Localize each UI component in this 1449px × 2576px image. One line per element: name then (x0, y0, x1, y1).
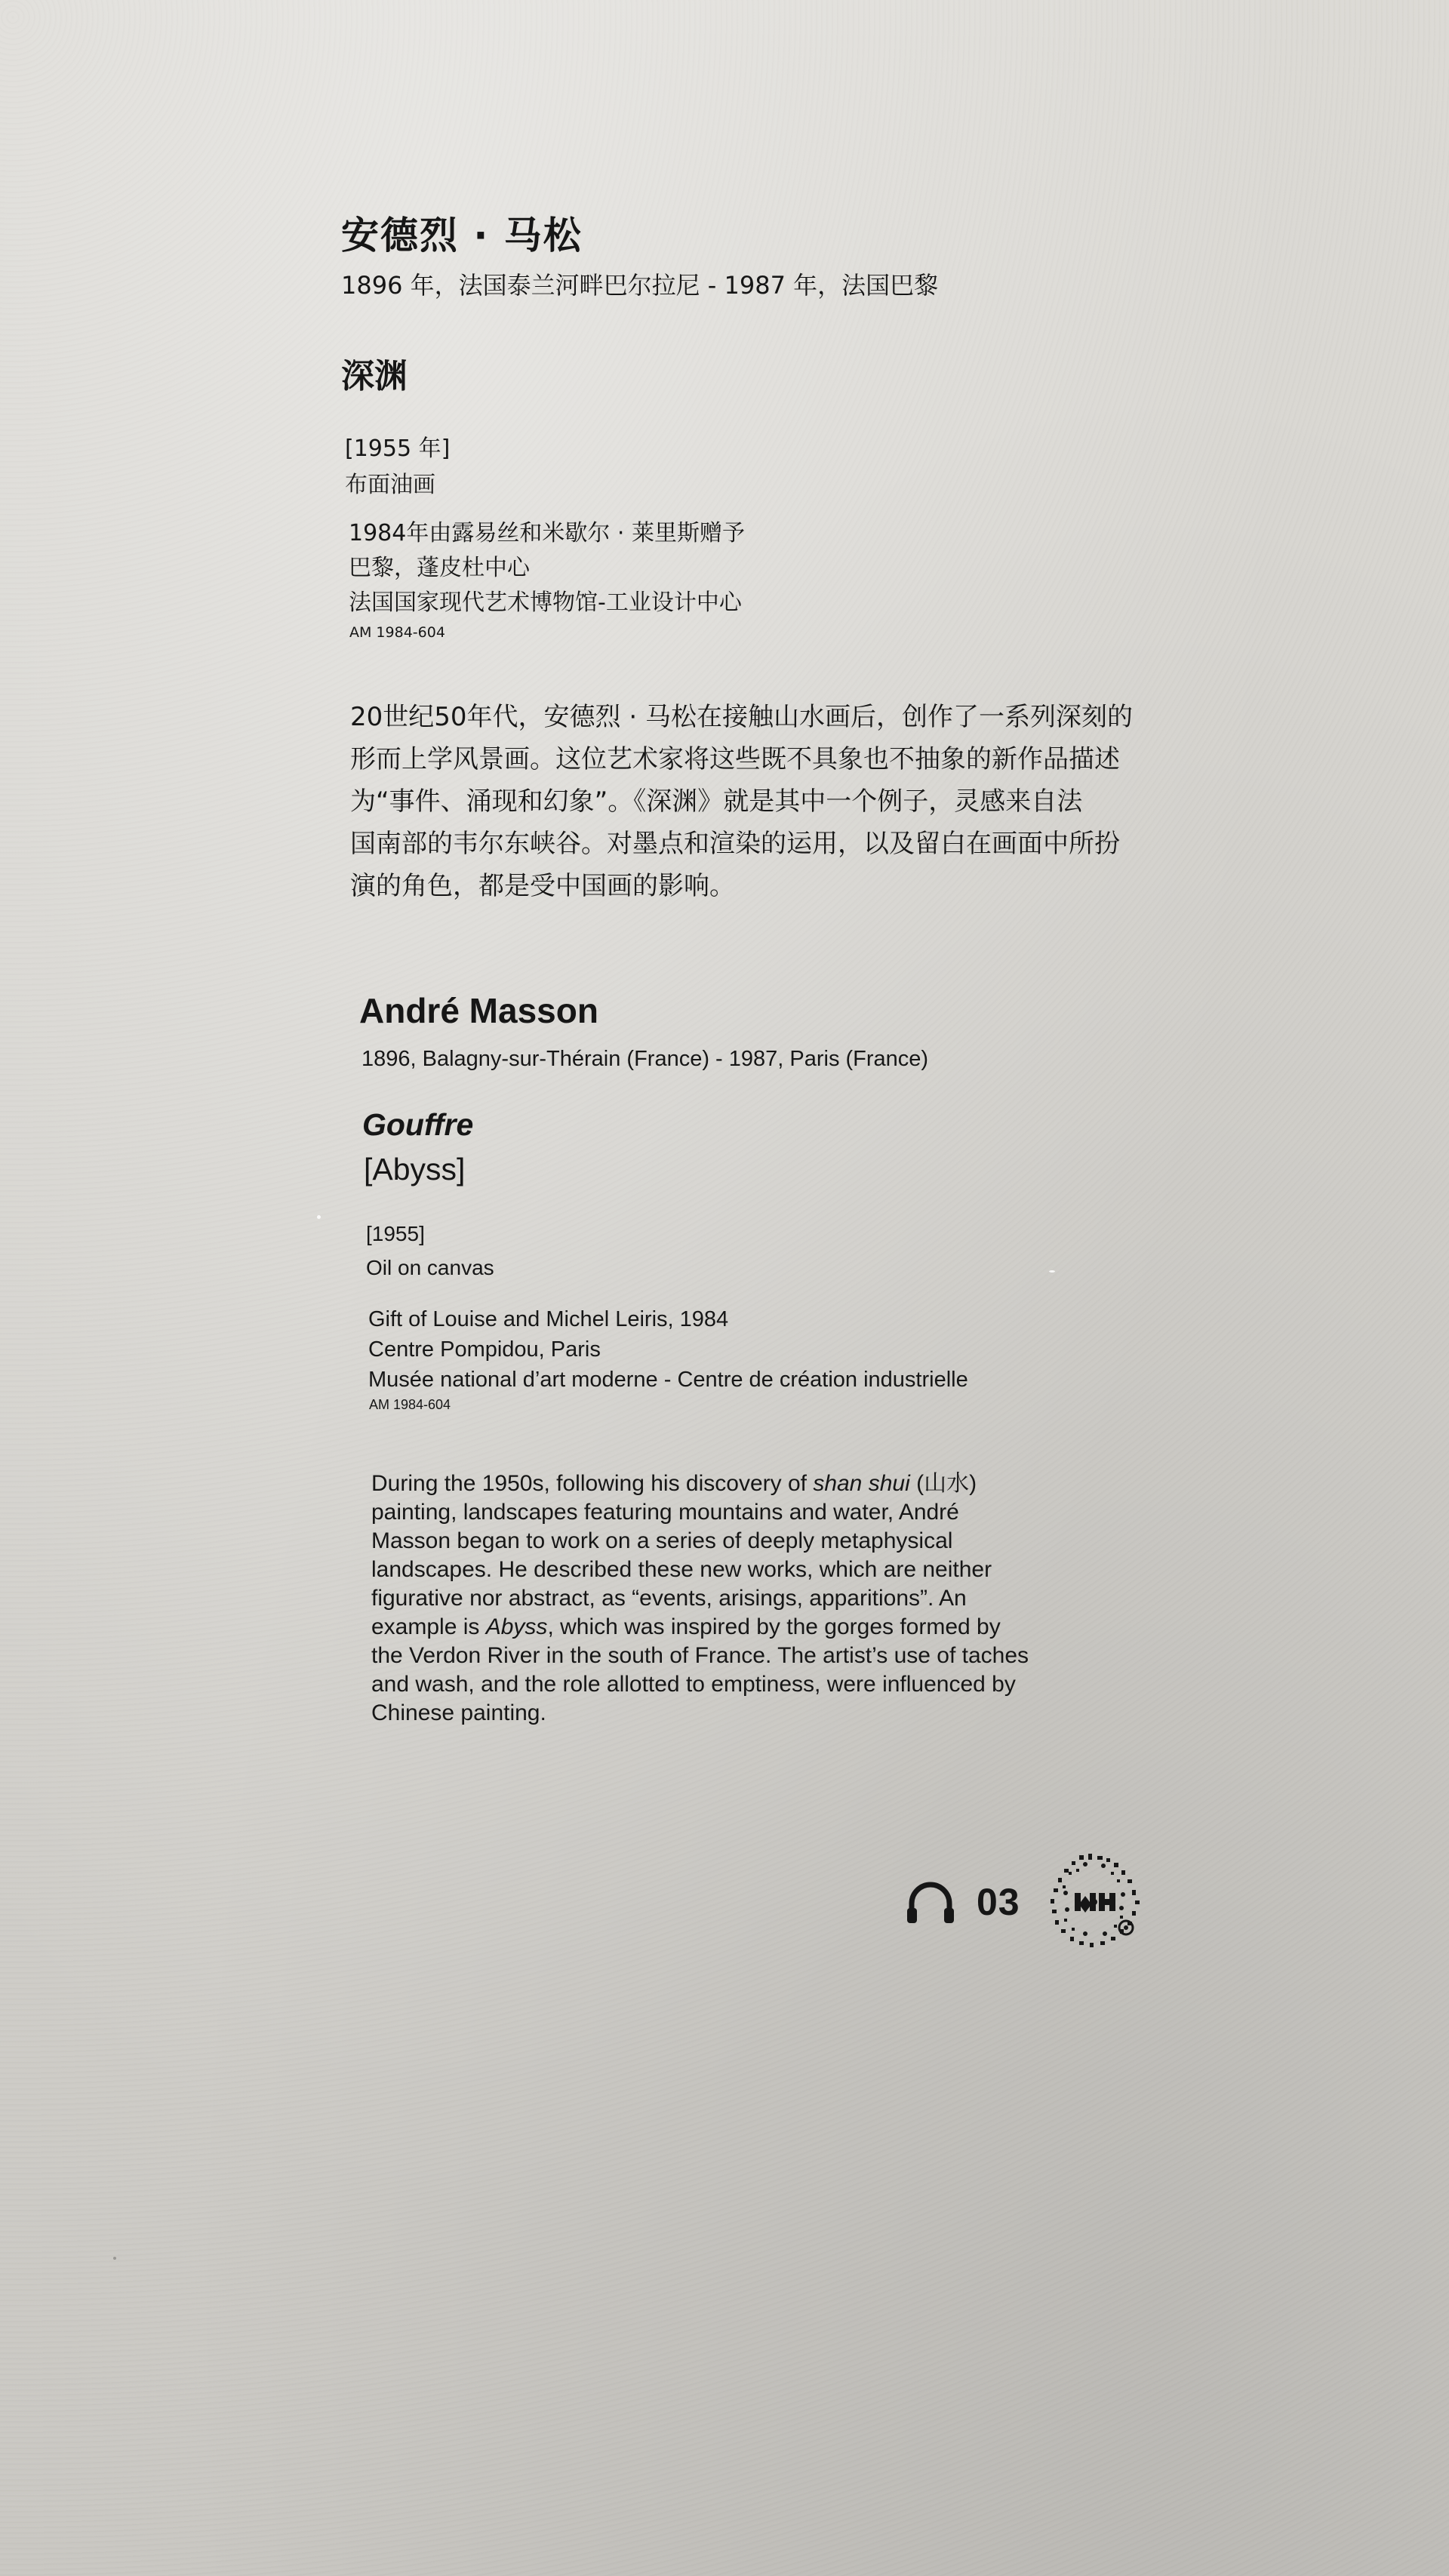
description-line: 形而上学风景画。这位艺术家将这些既不具象也不抽象的新作品描述 (350, 744, 1120, 774)
description-italic-term: shan shui (813, 1471, 910, 1496)
description-text: During the 1950s, following his discovery of (371, 1471, 814, 1496)
credit-line: Centre Pompidou, Paris (368, 1337, 601, 1362)
description-italic-title: Abyss (485, 1614, 548, 1639)
audio-guide (906, 1868, 1147, 1936)
artwork-year-english: [1955] (366, 1222, 425, 1245)
description-line: 国南部的韦尔东峡谷。对墨点和渲染的运用，以及留白在画面中所扮 (350, 829, 1120, 859)
artwork-translated-title: [Abyss] (364, 1152, 466, 1186)
description-text: (山水) (909, 1471, 977, 1496)
description-text: , which was inspired by the gorges formed by (547, 1614, 1001, 1639)
description-line (371, 1613, 1029, 1642)
description-line: and wash, and the role allotted to emptiness, were influenced by (371, 1672, 1016, 1697)
inventory-number-chinese: AM 1984-604 (349, 624, 445, 641)
artwork-title-chinese: 深渊 (341, 357, 408, 395)
description-line: 为“事件、涌现和幻象”。《深渊》就是其中一个例子，灵感来自法 (350, 786, 1083, 817)
description-line: Chinese painting. (371, 1700, 546, 1725)
artwork-medium-english: Oil on canvas (366, 1256, 494, 1279)
artist-name-chinese: 安德烈 · 马松 (341, 214, 583, 257)
artist-dates-english: 1896, Balagny-sur-Thérain (France) - 1987, Paris (France) (361, 1047, 929, 1071)
artist-dates-chinese: 1896 年，法国泰兰河畔巴尔拉尼 - 1987 年，法国巴黎 (341, 271, 939, 300)
description-line (371, 1470, 1029, 1498)
qr-code-icon[interactable] (1041, 1849, 1147, 1955)
audio-track-number: 03 (977, 1881, 1020, 1923)
description-line: figurative nor abstract, as “events, arisings, apparitions”. An (371, 1586, 967, 1611)
artist-name-english: André Masson (359, 991, 598, 1030)
description-english (371, 1470, 1029, 1728)
artwork-title-english: Gouffre (362, 1107, 474, 1142)
inventory-number-english: AM 1984-604 (369, 1397, 451, 1412)
credit-line-chinese (349, 516, 745, 620)
artwork-medium-chinese: 布面油画 (345, 472, 435, 498)
credit-line: 1984年由露易丝和米歇尔 · 莱里斯赠予 (349, 520, 745, 546)
description-line: Masson began to work on a series of deeply metaphysical (371, 1528, 953, 1553)
credit-line: 法国国家现代艺术博物馆-工业设计中心 (349, 589, 742, 616)
description-line: 20世纪50年代，安德烈 · 马松在接触山水画后，创作了一系列深刻的 (350, 702, 1133, 732)
headphones-icon (906, 1879, 955, 1925)
credit-line: Musée national d’art moderne - Centre de création industrielle (368, 1368, 968, 1392)
description-line: landscapes. He described these new works, which are neither (371, 1557, 992, 1582)
description-text: example is (371, 1614, 486, 1639)
credit-line-english (368, 1304, 968, 1395)
credit-line: Gift of Louise and Michel Leiris, 1984 (368, 1307, 729, 1331)
description-line: painting, landscapes featuring mountains and water, André (371, 1500, 959, 1525)
credit-line: 巴黎，蓬皮杜中心 (349, 555, 530, 581)
artwork-year-chinese: [1955 年] (345, 435, 451, 462)
description-line: the Verdon River in the south of France. The artist’s use of taches (371, 1643, 1029, 1668)
description-chinese (350, 696, 1195, 907)
description-line: 演的角色，都是受中国画的影响。 (350, 871, 735, 901)
